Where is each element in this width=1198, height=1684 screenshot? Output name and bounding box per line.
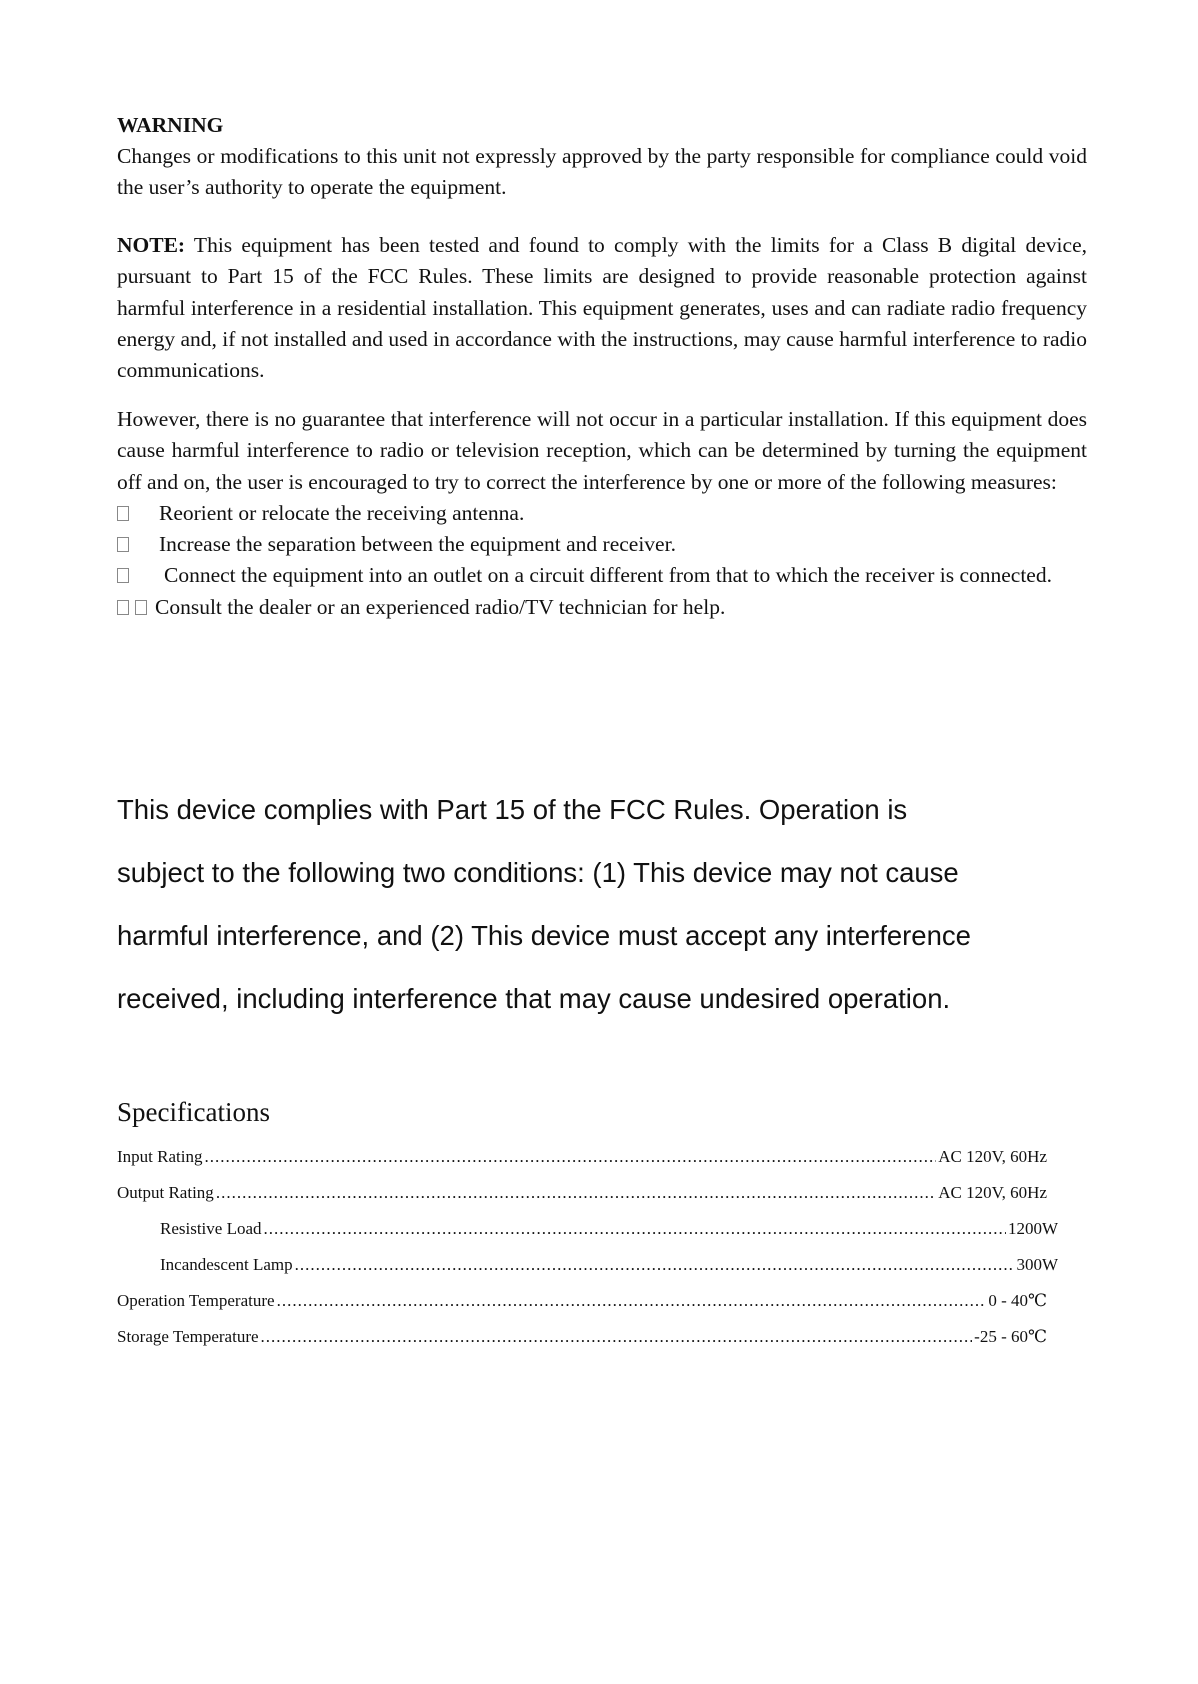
checkbox-icon [117, 600, 129, 615]
however-section [117, 404, 1087, 623]
compliance-line: subject to the following two conditions: (1) This device may not cause [117, 857, 959, 888]
spec-value: AC 120V, 60Hz [938, 1183, 1047, 1202]
spec-value: 1200W [1007, 1219, 1058, 1238]
spec-label: Operation Temperature [117, 1291, 275, 1310]
dot-leader [261, 1327, 973, 1347]
warning-title: WARNING [117, 113, 224, 137]
spec-row [117, 1327, 1047, 1347]
measure-text: Reorient or relocate the receiving antenna. [159, 500, 525, 525]
spec-row [117, 1183, 1047, 1203]
dot-leader [264, 1219, 1006, 1239]
compliance-line: received, including interference that may cause undesired operation. [117, 983, 951, 1014]
measure-text: Increase the separation between the equipment and receiver. [159, 532, 676, 557]
note-text: This equipment has been tested and found to comply with the limits for a Class B digital device, pursuant to Part 15 of the FCC Rules. These limits are designed to provide reasonable protection against harmful interference in a residential installation. This equipment generates, uses and can radiate radio frequency energy and, if not installed and used in accordance with the instructions, may cause harmful interference to radio communications. [117, 233, 1087, 383]
dot-leader [295, 1255, 1015, 1275]
warning-section [117, 110, 1087, 204]
spec-value: AC 120V, 60Hz [938, 1147, 1047, 1166]
spec-value: 0 - 40℃ [988, 1291, 1047, 1310]
specifications-title: Specifications [117, 1097, 270, 1127]
note-label: NOTE: [117, 233, 186, 257]
spec-row [117, 1147, 1047, 1167]
compliance-statement [117, 778, 1087, 1030]
measure-text: Consult the dealer or an experienced radio/TV technician for help. [155, 594, 726, 619]
spec-label: Incandescent Lamp [160, 1255, 293, 1274]
spec-label: Output Rating [117, 1183, 214, 1202]
compliance-line: This device complies with Part 15 of the FCC Rules. Operation is [117, 794, 908, 825]
checkbox-icon [135, 600, 147, 615]
measure-item [117, 560, 1087, 591]
spec-value: 300W [1016, 1255, 1058, 1274]
note-section [117, 230, 1087, 386]
spec-row [160, 1255, 1058, 1275]
spec-label: Input Rating [117, 1147, 203, 1166]
checkbox-icon [117, 537, 129, 552]
compliance-line: harmful interference, and (2) This device must accept any interference [117, 920, 971, 951]
measure-item [117, 498, 1087, 529]
spec-value: -25 - 60℃ [974, 1327, 1047, 1346]
spec-row [160, 1219, 1058, 1239]
checkbox-icon [117, 506, 129, 521]
dot-leader [277, 1291, 987, 1311]
spec-label: Storage Temperature [117, 1327, 259, 1346]
measure-item [117, 529, 1087, 560]
however-text: However, there is no guarantee that interference will not occur in a particular installation. If this equipment does cause harmful interference to radio or television reception, which can be determined by turning the equipment off and on, the user is encouraged to try to correct the interference by one or more of the following measures: [117, 407, 1087, 494]
dot-leader [204, 1147, 936, 1167]
spec-label: Resistive Load [160, 1219, 262, 1238]
measure-item [117, 592, 1087, 623]
dot-leader [216, 1183, 936, 1203]
spec-row [117, 1291, 1047, 1311]
note-paragraph [117, 230, 1087, 386]
measure-text: Connect the equipment into an outlet on a circuit different from that to which the receiver is connected. [164, 563, 1052, 588]
checkbox-icon [117, 568, 129, 583]
warning-text: Changes or modifications to this unit not expressly approved by the party responsible for compliance could void the user’s authority to operate the equipment. [117, 144, 1087, 200]
